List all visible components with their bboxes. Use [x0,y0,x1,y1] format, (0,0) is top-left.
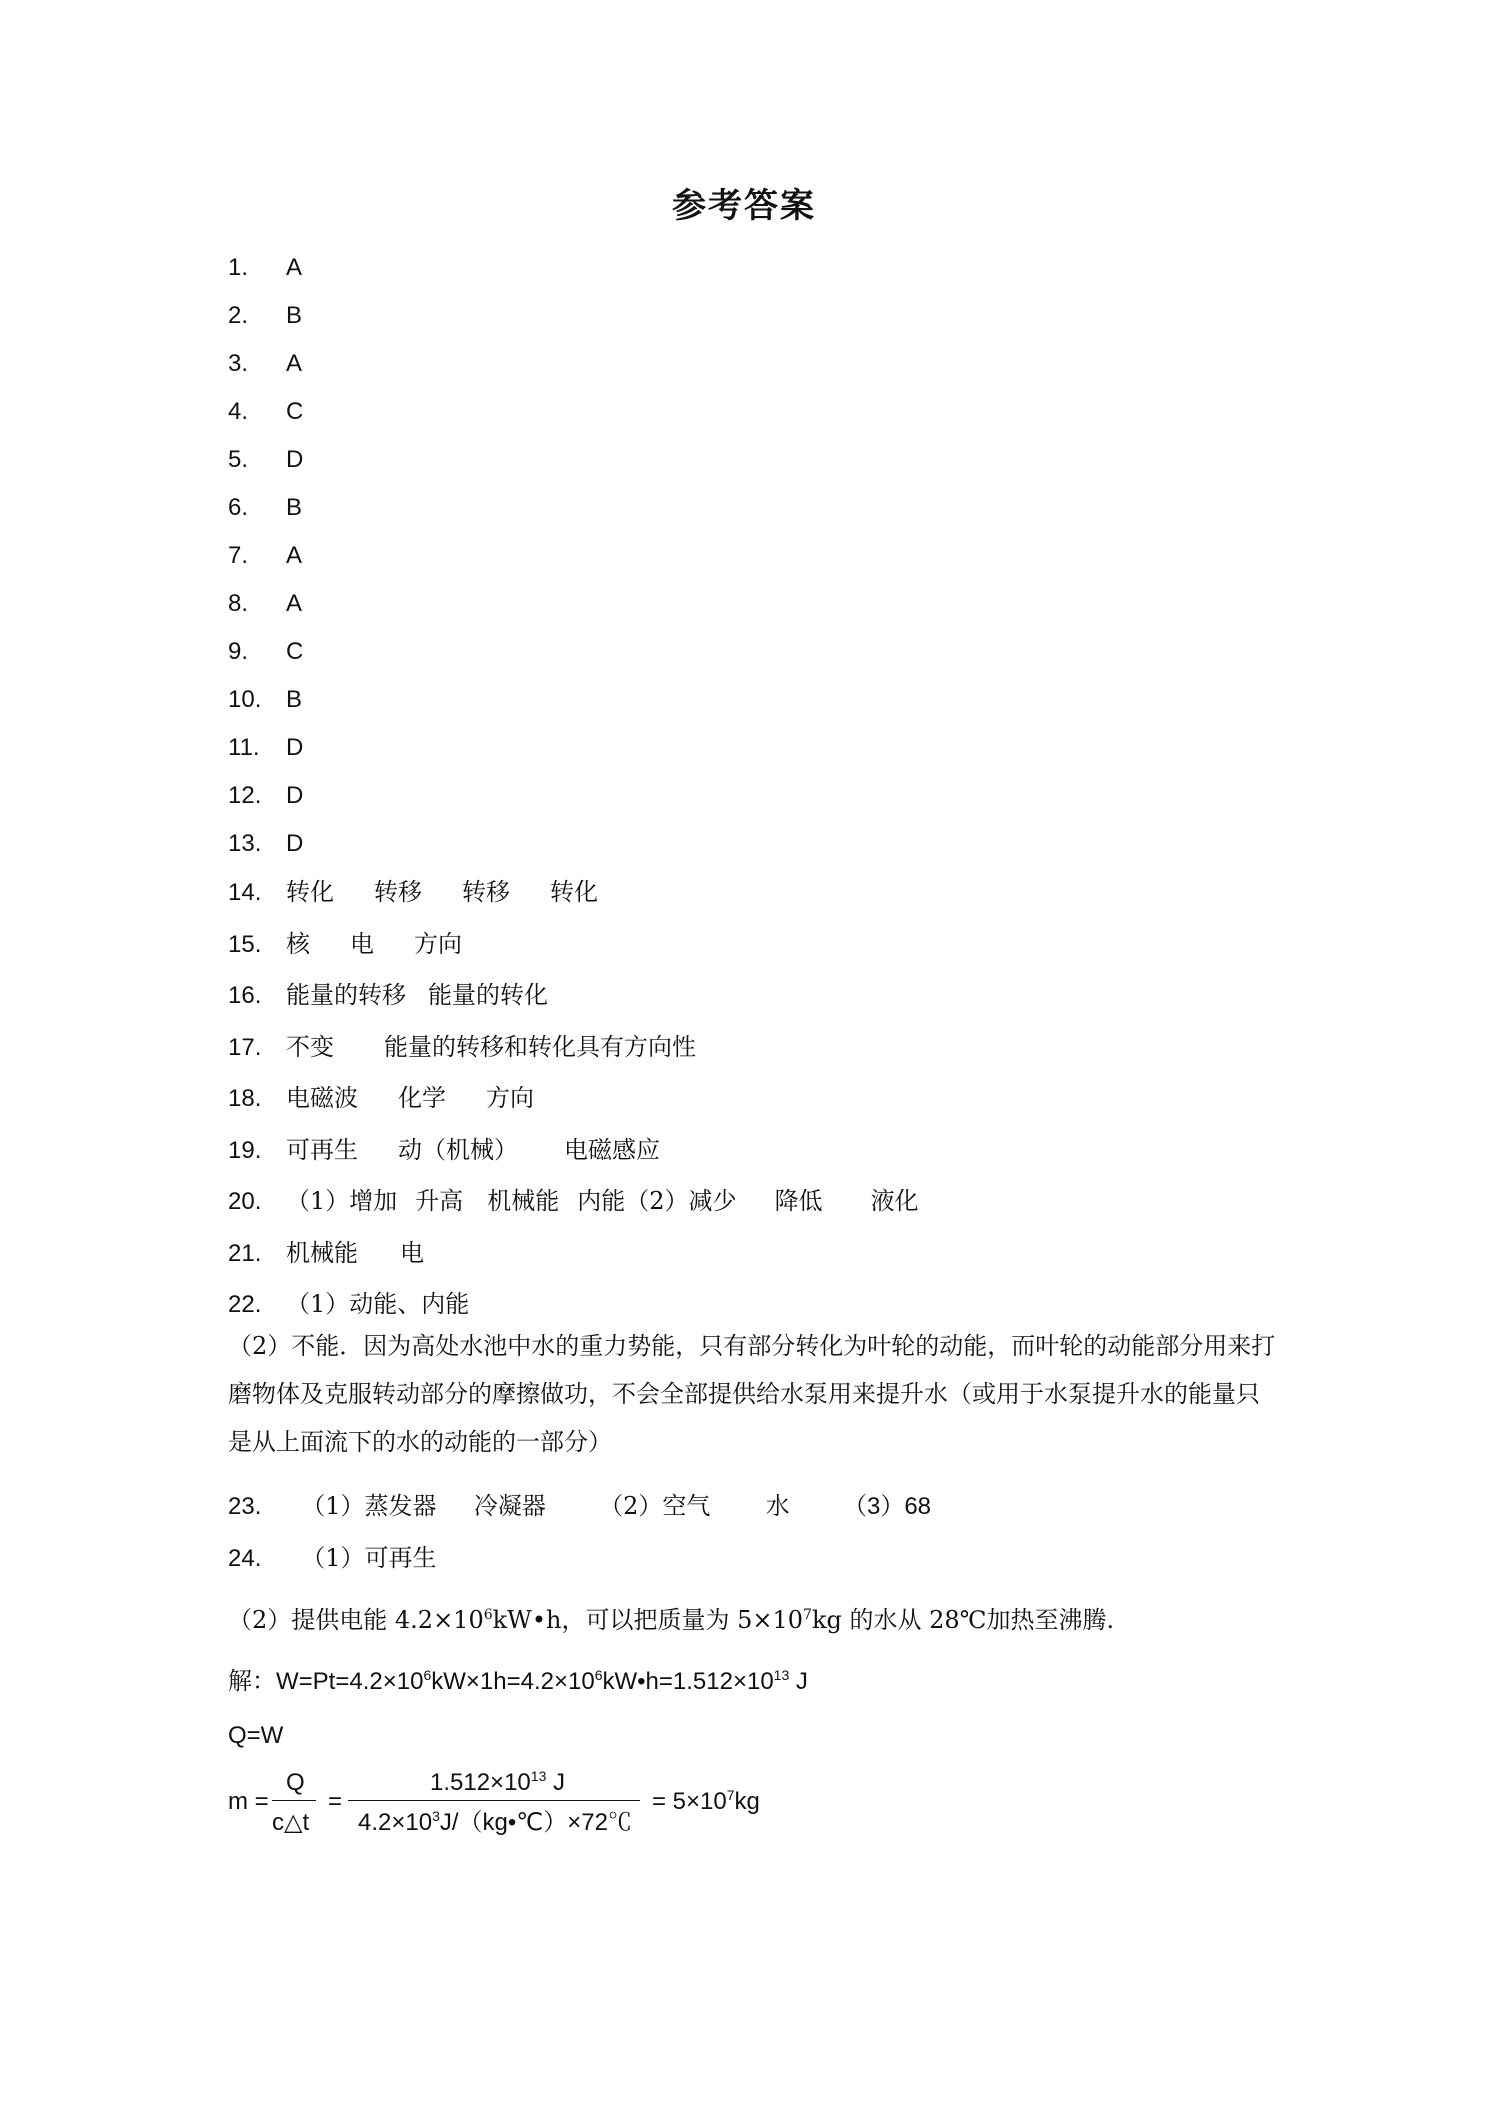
answer-part: 化学 [398,1084,446,1112]
answer-row [228,348,302,379]
fraction-numerator: Q [286,1769,305,1796]
fraction-bar [272,1800,316,1801]
answer-part: 方向 [414,930,462,958]
fraction-bar [348,1800,640,1801]
answer-part: 机械能 [487,1187,560,1215]
text-segment: kg [734,1788,760,1815]
question-number: 18. [228,1085,262,1112]
answer-choice: D [286,830,304,857]
answer-row [228,929,462,960]
question-number: 22. [228,1291,262,1318]
answer-part: 不变 [286,1033,334,1061]
answer-choice: D [286,782,304,809]
answer-part: 转化 [550,878,598,906]
answer-part: 动（机械） [398,1136,518,1164]
answer-row [228,877,598,908]
question-number: 5. [228,446,249,473]
question-number: 4. [228,398,249,425]
exponent: 7 [803,1607,812,1623]
fraction-numerator [430,1768,565,1798]
question-number: 20. [228,1188,262,1215]
exponent: 6 [483,1607,493,1623]
text-segment: J [789,1668,808,1695]
question-number: 13. [228,830,262,857]
answer-row [228,684,302,715]
fraction-denominator [358,1808,632,1838]
answer-row [228,780,303,811]
question-number: 24. [228,1545,262,1572]
answer-part: 液化 [870,1187,919,1215]
question-number: 6. [228,494,249,521]
answer-row [228,1083,534,1114]
answer-row [228,1238,424,1269]
text-segment: kW•h=1.512×10 [602,1668,774,1695]
answer-part: 内能（2）减少 [577,1187,737,1215]
question-number: 2. [228,302,249,329]
answer-part: 转移 [462,878,510,906]
answer-part: 核 [286,930,310,958]
answer-choice: B [286,494,303,521]
answer-choice: C [286,398,304,425]
question-number: 15. [228,931,262,958]
question-number: 7. [228,542,249,569]
text-segment: = 5×10 [652,1788,727,1815]
text-segment: J [546,1769,566,1796]
answer-part: 机械能 [286,1239,358,1267]
answer-row [228,828,303,859]
answer-choice: B [286,686,303,713]
q22-part2-text: （2）不能．因为高处水池中水的重力势能，只有部分转化为叶轮的动能，而叶轮的动能部分用来打磨物体及克服转动部分的摩擦做功，不会全部提供给水泵用来提升水（或用于水泵提升水的能量只是从上面流下的水的动能的一部分） [228,1332,1276,1456]
answer-row-23 [228,1491,931,1522]
question-number: 9. [228,638,249,665]
answer-part: 可再生 [286,1136,358,1164]
question-number: 17. [228,1034,262,1061]
answer-part: 水 [765,1492,790,1520]
text-segment: 4.2×10 [358,1809,433,1836]
exponent: 6 [594,1667,603,1683]
answer-row [228,1186,919,1217]
text-segment: kW×1h=4.2×10 [431,1668,595,1695]
answer-part: 电磁感应 [564,1136,660,1164]
answer-choice: A [286,590,303,617]
question-number: 11. [228,734,260,761]
answer-row [228,396,303,427]
answer-row [228,588,302,619]
question-number: 21. [228,1240,262,1267]
question-number: 19. [228,1137,262,1164]
question-number: 12. [228,782,262,809]
answer-part: （1）可再生 [301,1544,437,1572]
answer-row [228,1289,469,1320]
answer-choice: B [286,302,303,329]
page-title: 参考答案 [672,186,816,226]
exponent: 13 [530,1768,547,1784]
answer-part: （3）68 [842,1493,932,1520]
equals-sign: = [328,1788,343,1815]
answer-part: （1）蒸发器 [301,1492,437,1520]
solution-line-2: Q=W [228,1722,284,1749]
question-number: 3. [228,350,249,377]
question-number: 23. [228,1493,262,1520]
q24-part2-text [228,1605,1114,1635]
question-number: 1. [228,254,249,281]
answer-row [228,444,303,475]
answer-part: 冷凝器 [473,1492,546,1520]
text-segment: 1.512×10 [430,1769,531,1796]
answer-choice: A [286,350,303,377]
answer-choice: D [286,446,304,473]
answer-part: 方向 [486,1084,534,1112]
text-segment: （2）提供电能 4.2×10 [228,1606,484,1634]
answer-choice: D [286,734,304,761]
answer-part: 电磁波 [286,1084,358,1112]
solution-line-1 [228,1667,808,1697]
exponent: 6 [423,1667,432,1683]
answer-part: 转化 [286,878,334,906]
answer-choice: A [286,542,303,569]
question-number: 8. [228,590,249,617]
answer-part: （1）增加 [286,1187,398,1215]
answer-row [228,252,302,283]
exponent: 3 [432,1808,440,1824]
text-segment: J/（kg•℃）×72℃ [439,1809,632,1836]
text-segment: 解：W=Pt=4.2×10 [228,1668,424,1695]
answer-row [228,1135,660,1166]
answer-choice: A [286,254,303,281]
answer-row [228,492,302,523]
answer-part: 能量的转移和转化具有方向性 [384,1033,696,1061]
answer-part: （1）动能、内能 [286,1290,470,1318]
text-segment: kW•h，可以把质量为 5×10 [492,1606,804,1634]
answer-part: 能量的转移 [286,981,406,1009]
exponent: 7 [726,1787,735,1803]
fraction-denominator: c△t [272,1809,310,1836]
formula-lhs: m = [228,1788,269,1815]
question-number: 10. [228,686,262,713]
answer-part: 降低 [774,1187,823,1215]
answer-row [228,1032,696,1063]
answer-row [228,636,303,667]
answer-choice: C [286,638,304,665]
answer-part: （2）空气 [599,1492,711,1520]
answer-row [228,300,302,331]
answer-row [228,980,548,1011]
answer-row [228,540,302,571]
answer-part: 能量的转化 [428,981,548,1009]
answer-part: 升高 [415,1187,464,1215]
question-number: 16. [228,982,262,1009]
answer-part: 电 [350,930,374,958]
question-number: 14. [228,879,262,906]
answer-part: 电 [400,1239,424,1267]
formula-result [652,1787,760,1817]
answer-row-24 [228,1543,437,1574]
text-segment: kg 的水从 28℃加热至沸腾. [811,1606,1115,1634]
answer-row [228,732,303,763]
exponent: 13 [773,1667,790,1683]
answer-part: 转移 [374,878,422,906]
